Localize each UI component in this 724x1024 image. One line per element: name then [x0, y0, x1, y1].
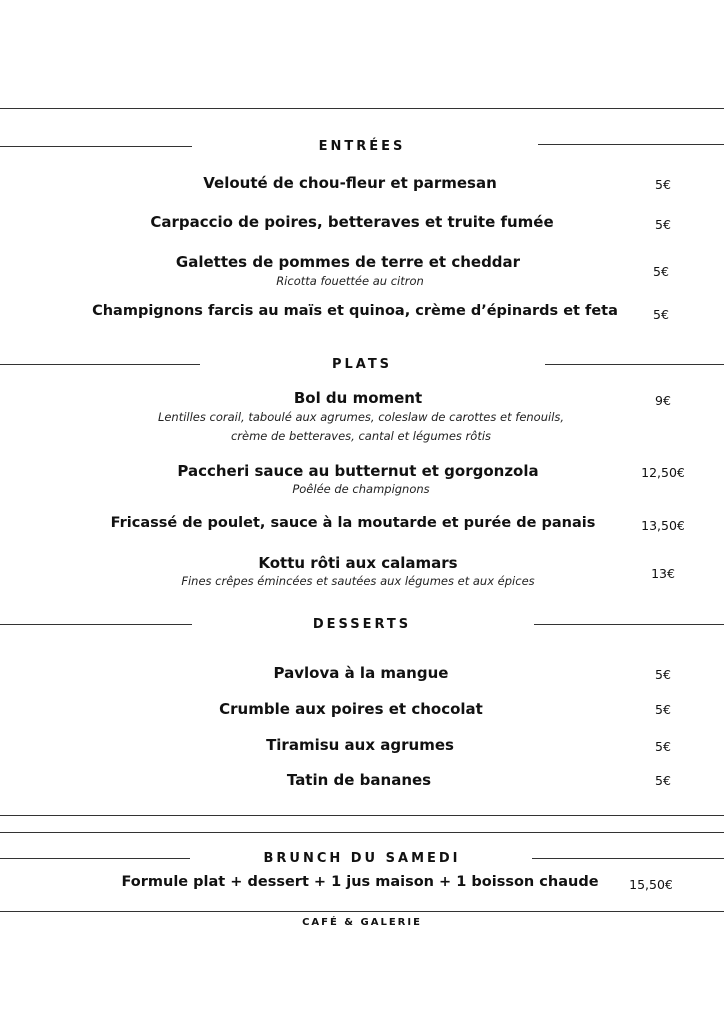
brunch-formula: Formule plat + dessert + 1 jus maison + 1 boisson chaude	[121, 874, 599, 890]
plat-4-desc: Fines crêpes émincées et sautées aux légumes et aux épices	[181, 574, 535, 588]
dessert-2-price: 5€	[655, 702, 671, 717]
plat-2-price: 12,50€	[641, 465, 685, 480]
entree-4-price: 5€	[653, 307, 669, 322]
dessert-4-price: 5€	[655, 773, 671, 788]
plats-title: PLATS	[331, 357, 393, 372]
plat-3-name: Fricassé de poulet, sauce à la moutarde et purée de panais	[110, 515, 596, 531]
brunch-price: 15,50€	[629, 877, 673, 892]
bottom-divider	[0, 911, 724, 912]
brunch-title: BRUNCH DU SAMEDI	[263, 851, 461, 866]
plat-1-name: Bol du moment	[293, 389, 423, 407]
dessert-1-price: 5€	[655, 667, 671, 682]
divider-1	[0, 815, 724, 816]
plat-1-price: 9€	[655, 393, 671, 408]
entrees-title: ENTRÉES	[318, 139, 406, 154]
entree-1-name: Velouté de chou-fleur et parmesan	[203, 174, 497, 192]
entree-2-price: 5€	[655, 217, 671, 232]
entree-3-price: 5€	[653, 264, 669, 279]
dessert-3-price: 5€	[655, 739, 671, 754]
dessert-2-name: Crumble aux poires et chocolat	[219, 700, 483, 718]
entree-2-name: Carpaccio de poires, betteraves et truite fumée	[150, 213, 554, 231]
footer-brand: CAFÉ & GALERIE	[302, 917, 422, 928]
entree-3-name: Galettes de pommes de terre et cheddar	[175, 253, 521, 271]
dessert-3-name: Tiramisu aux agrumes	[266, 736, 454, 754]
plat-4-price: 13€	[651, 566, 675, 581]
top-divider	[0, 108, 724, 109]
entree-4-name: Champignons farcis au maïs et quinoa, crème d’épinards et feta	[92, 303, 618, 319]
plat-3-price: 13,50€	[641, 518, 685, 533]
entree-3-desc: Ricotta fouettée au citron	[276, 274, 424, 288]
divider-2	[0, 832, 724, 833]
plat-2-desc: Poêlée de champignons	[292, 482, 430, 496]
plat-1-desc-line1: Lentilles corail, taboulé aux agrumes, coleslaw de carottes et fenouils,	[157, 410, 565, 424]
dessert-4-name: Tatin de bananes	[286, 771, 432, 789]
plat-1-desc-line2: crème de betteraves, cantal et légumes rôtis	[230, 429, 492, 443]
entree-1-price: 5€	[655, 177, 671, 192]
desserts-title: DESSERTS	[312, 617, 412, 632]
plat-4-name: Kottu rôti aux calamars	[258, 554, 458, 572]
dessert-1-name: Pavlova à la mangue	[273, 664, 449, 682]
plat-2-name: Paccheri sauce au butternut et gorgonzola	[177, 462, 539, 480]
